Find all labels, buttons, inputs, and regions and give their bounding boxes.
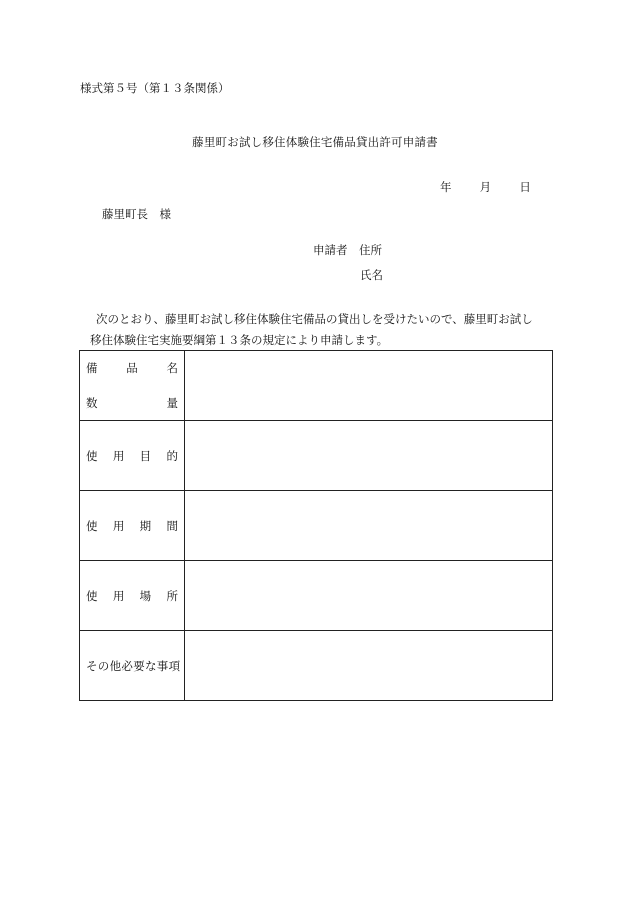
table-row-purpose [80,421,553,491]
date-line [440,182,531,194]
purpose-field[interactable] [185,421,553,491]
body-text [80,309,555,351]
item-name-quantity-field[interactable] [185,351,553,421]
applicant-address-label: 申請者 住所 [313,243,382,257]
document-title: 藤里町お試し移住体験住宅備品貸出許可申請書 [192,135,438,149]
date-day-label: 日 [519,180,531,194]
form-number: 様式第５号（第１３条関係） [80,81,230,95]
label-other-matters: その他必要な事項 [80,631,185,701]
label-period: 使 用 期 間 [80,491,185,561]
location-field[interactable] [185,561,553,631]
table-row-period [80,491,553,561]
label-item-name: 備 品 名 [86,361,178,376]
label-purpose: 使 用 目 的 [80,421,185,491]
other-matters-field[interactable] [185,631,553,701]
date-month-label: 月 [479,180,492,194]
date-year-label: 年 [440,180,452,194]
addressee: 藤里町長 様 [102,207,171,221]
applicant-name-label: 氏名 [360,268,383,282]
table-row-location [80,561,553,631]
label-location: 使 用 場 所 [80,561,185,631]
label-quantity: 数 量 [86,395,178,410]
table-row-items [80,351,553,421]
application-table [79,350,553,701]
body-line-1: 次のとおり、藤里町お試し移住体験住宅備品の貸出しを受けたいので、藤里町お試し [96,312,533,326]
period-field[interactable] [185,491,553,561]
table-row-other [80,631,553,701]
label-item-name-quantity [80,351,185,421]
body-line-2: 移住体験住宅実施要綱第１３条の規定により申請します。 [90,333,389,347]
